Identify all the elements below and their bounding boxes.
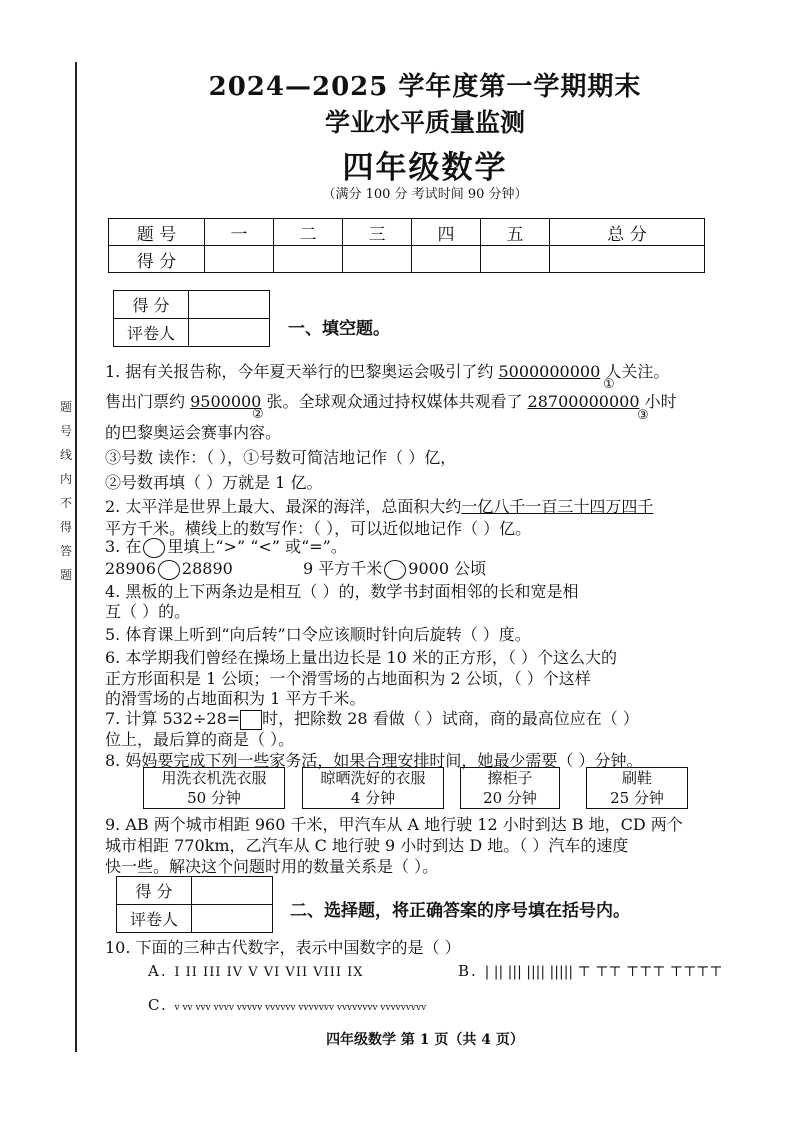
side-char: 答 [59,544,72,558]
option-label: C. [148,996,168,1014]
table-cell: 评卷人 [117,905,192,933]
task-name: 晾晒洗好的衣服 [320,769,426,787]
text: 时，把除数 28 看做（ ）试商，商的最高位应在（ ） [262,709,639,728]
rod-numerals: | || ||| |||| ||||| ⊤ ⊤⊤ ⊤⊤⊤ ⊤⊤⊤⊤ [484,964,723,980]
q4-line2: 互（ ）的。 [105,602,191,621]
side-char: 题 [59,568,72,582]
side-margin-text [56,395,76,587]
q5-line: 5. 体育课上听到“向后转”口令应该顺时针向后旋转（ ）度。 [105,625,531,644]
side-char: 题 [59,400,72,414]
number-1: 5000000000 [498,362,601,381]
task-box [460,767,560,809]
task-time: 20 分钟 [483,789,537,807]
text: 7. 计算 532÷28= [105,709,241,728]
roman-numerals: I II III IV V VI VII VIII IX [174,965,364,980]
q2-line1 [105,494,653,517]
score-cell[interactable] [274,246,343,273]
text: 1. 据有关报告称，今年夏天举行的巴黎奥运会吸引了约 [105,362,499,381]
mark-1: ① [603,377,615,392]
q9-line2: 城市相距 770km，乙汽车从 C 地行驶 9 小时到达 D 地。（ ）汽车的速度 [105,836,629,855]
score-cell[interactable] [481,246,550,273]
table-cell: 评卷人 [114,319,189,347]
score-cell[interactable] [205,246,274,273]
text: 28890 [181,559,233,578]
text: 2. 太平洋是世界上最大、最深的海洋，总面积大约 [105,497,462,516]
score-cell[interactable] [412,246,481,273]
table-cell: 五 [481,219,550,246]
table-cell: 得 分 [114,291,189,319]
exam-subtitle: （满分 100 分 考试时间 90 分钟） [322,187,528,202]
text: 小时 [639,392,677,411]
table-cell: 三 [343,219,412,246]
q1-line3: 的巴黎奥运会赛事内容。 [105,423,282,442]
exam-title-line1: 2024—2025 学年度第一学期期末 [208,72,642,102]
table-row [109,246,705,273]
text: 里填上“>” “<” 或“=”。 [167,537,347,556]
score-cell[interactable] [192,877,273,905]
side-char: 号 [59,424,72,438]
task-name: 用洗衣机洗衣服 [161,769,267,787]
task-box [586,767,688,809]
q1-line5: ②号数再填（ ）万就是 1 亿。 [105,473,323,492]
side-char: 线 [59,448,72,462]
table-cell: 二 [274,219,343,246]
compare-circle[interactable] [143,538,165,558]
grader-cell[interactable] [189,319,270,347]
table-cell: 题 号 [109,219,205,246]
text: 3. 在 [105,537,142,556]
text: 9000 公顷 [408,559,487,578]
q9-line1: 9. AB 两个城市相距 960 千米，甲汽车从 A 地行驶 12 小时到达 B 地，CD 两个 [105,815,683,834]
task-time: 50 分钟 [187,789,241,807]
text: 人关注。 [600,362,670,381]
score-summary-table [108,218,705,273]
side-char: 得 [59,520,72,534]
exam-title-line2: 学业水平质量监测 [324,108,525,137]
side-char: 内 [59,472,72,486]
q1-line1 [105,359,669,382]
side-char: 不 [59,496,72,510]
q6-line3: 的滑雪场的占地面积为 1 平方千米。 [105,689,366,708]
q7-line2: 位上，最后算的商是（ ）。 [105,730,295,749]
text: 9 平方千米 [303,559,383,578]
q7-line1 [105,706,639,730]
exam-title-subject: 四年级数学 [342,150,508,186]
task-box [302,767,444,809]
table-cell: 总 分 [550,219,705,246]
q2-line2: 平方千米。横线上的数写作：（ ），可以近似地记作（ ）亿。 [105,519,532,538]
option-c [148,996,426,1014]
q1-line4: ③号数 读作：（ ），①号数可简洁地记作（ ）亿， [105,448,457,467]
section1-grader-table [113,290,270,347]
score-cell[interactable] [343,246,412,273]
compare-circle[interactable] [158,560,180,580]
wedge-numerals: v vv vvv vvvv vvvvv vvvvvv vvvvvvv vvvvvvvv vvvvvvvvv [174,1003,427,1013]
score-cell[interactable] [550,246,705,273]
number-2: 9500000 [190,392,262,411]
q3-line2 [105,556,486,580]
grader-cell[interactable] [192,905,273,933]
table-cell: 一 [205,219,274,246]
q3-line1 [105,534,347,558]
score-cell[interactable] [189,291,270,319]
task-name: 擦柜子 [487,769,533,787]
text: 28906 [105,559,156,578]
mark-3: ③ [637,408,649,423]
compare-circle[interactable] [384,560,406,580]
task-time: 4 分钟 [350,789,396,807]
task-time: 25 分钟 [610,789,664,807]
q6-line1: 6. 本学期我们曾经在操场上量出边长是 10 米的正方形，（ ）个这么大的 [105,648,617,667]
section2-heading: 二、选择题，将正确答案的序号填在括号内。 [290,901,630,921]
q6-line2: 正方形面积是 1 公顷；一个滑雪场的占地面积为 2 公顷，（ ）个这样 [105,669,591,688]
number-3: 28700000000 [527,392,640,411]
option-label: B. [458,962,478,980]
task-name: 刷鞋 [621,769,652,787]
page-footer: 四年级数学 第 1 页（共 4 页） [326,1032,524,1048]
table-cell: 得 分 [109,246,205,273]
text: 售出门票约 [105,392,191,411]
option-label: A. [148,962,168,980]
q4-line1: 4. 黑板的上下两条边是相互（ ）的，数学书封面相邻的长和宽是相 [105,582,579,601]
table-cell: 四 [412,219,481,246]
mark-2: ② [252,407,264,422]
q9-line3: 快一些。解决这个问题时用的数量关系是（ ）。 [105,857,439,876]
option-a [148,962,364,980]
table-cell: 得 分 [117,877,192,905]
q10-line: 10. 下面的三种古代数字，表示中国数字的是（ ） [105,938,461,957]
section1-heading: 一、填空题。 [288,319,390,339]
option-b [458,962,723,980]
text: 张。全球观众通过持权媒体共观看了 [261,392,528,411]
task-box [143,767,285,809]
q8-line: 8. 妈妈要完成下列一些家务活，如果合理安排时间，她最少需要（ ）分钟。 [105,751,643,770]
underlined-number-words: 一亿八千一百三十四万四千 [461,497,654,516]
q1-line2 [105,389,677,412]
section2-grader-table [116,876,273,933]
table-row [109,219,705,246]
